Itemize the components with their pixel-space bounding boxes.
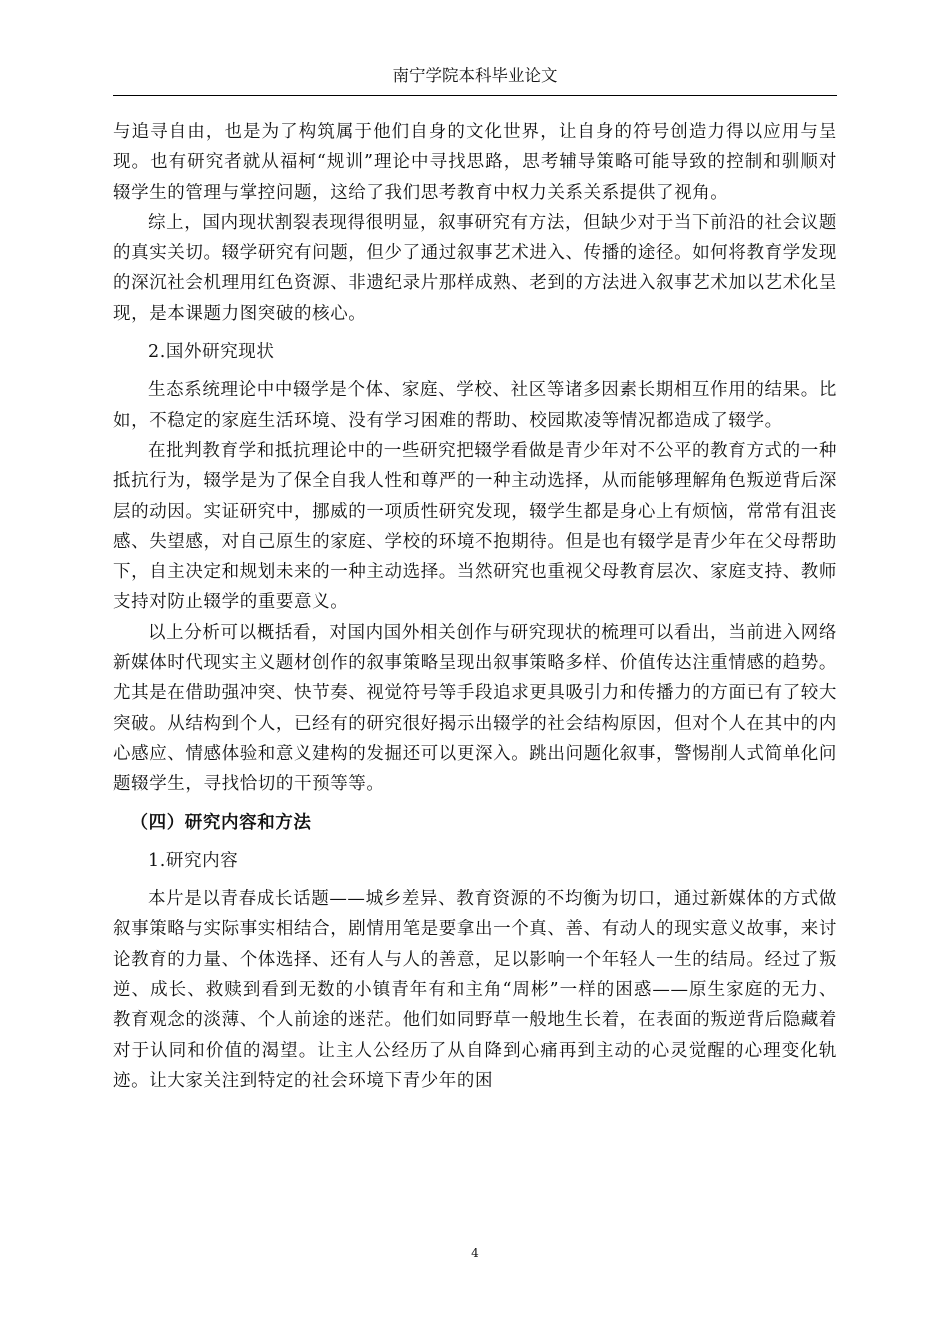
paragraph: 综上，国内现状割裂表现得很明显，叙事研究有方法，但缺少对于当下前沿的社会议题的真实关切。辍学研究有问题，但少了通过叙事艺术进入、传播的途径。如何将教育学发现的深沉社会机理用红色资源、非遗纪录片那样成熟、老到的方法进入叙事艺术加以艺术化呈现，是本课题力图突破的核心。 — [113, 212, 837, 324]
paragraph: 生态系统理论中中辍学是个体、家庭、学校、社区等诸多因素长期相互作用的结果。比如，不稳定的家庭生活环境、没有学习困难的帮助、校园欺凌等情况都造成了辍学。 — [113, 380, 837, 431]
section-heading: （四）研究内容和方法 — [130, 812, 312, 833]
paragraph: 与追寻自由，也是为了构筑属于他们自身的文化世界，让自身的符号创造力得以应用与呈现。也有研究者就从福柯“规训”理论中寻找思路，思考辅导策略可能导致的控制和驯顺对辍学生的管理与掌控问题，这给了我们思考教育中权力关系关系提供了视角。 — [113, 122, 837, 203]
subsection-heading: 1.研究内容 — [148, 850, 239, 871]
subsection-heading: 2.国外研究现状 — [148, 342, 275, 363]
document-body — [113, 117, 837, 1096]
page-number: 4 — [471, 1246, 479, 1260]
paragraph: 本片是以青春成长话题——城乡差异、教育资源的不均衡为切口，通过新媒体的方式做叙事策略与实际事实相结合，剧情用笔是要拿出一个真、善、有动人的现实意义故事，来讨论教育的力量、个体选择、还有人与人的善意，足以影响一个年轻人一生的结局。经过了叛逆、成长、救赎到看到无数的小镇青年有和主角“周彬”一样的困惑——原生家庭的无力、教育观念的淡薄、个人前途的迷茫。他们如同野草一般地生长着，在表面的叛逆背后隐藏着对于认同和价值的渴望。让主人公经历了从自降到心痛再到主动的心灵觉醒的心理变化轨迹。让大家关注到特定的社会环境下青少年的困 — [113, 889, 837, 1091]
paragraph: 以上分析可以概括看，对国内国外相关创作与研究现状的梳理可以看出，当前进入网络新媒体时代现实主义题材创作的叙事策略呈现出叙事策略多样、价值传达注重情感的趋势。尤其是在借助强冲突、快节奏、视觉符号等手段追求更具吸引力和传播力的方面已有了较大突破。从结构到个人，已经有的研究很好揭示出辍学的社会结构原因，但对个人在其中的内心感应、情感体验和意义建构的发掘还可以更深入。跳出问题化叙事，警惕削人式简单化问题辍学生，寻找恰切的干预等等。 — [113, 622, 837, 795]
page-header — [113, 62, 837, 96]
paragraph: 在批判教育学和抵抗理论中的一些研究把辍学看做是青少年对不公平的教育方式的一种抵抗行为，辍学是为了保全自我人性和尊严的一种主动选择，从而能够理解角色叛逆背后深层的动因。实证研究中，挪威的一项质性研究发现，辍学生都是身心上有烦恼，常常有沮丧感、失望感，对自己原生的家庭、学校的环境不抱期待。但是也有辍学是青少年在父母帮助下，自主决定和规划未来的一种主动选择。当然研究也重视父母教育层次、家庭支持、教师支持对防止辍学的重要意义。 — [113, 440, 837, 613]
header-title: 南宁学院本科毕业论文 — [392, 66, 558, 85]
